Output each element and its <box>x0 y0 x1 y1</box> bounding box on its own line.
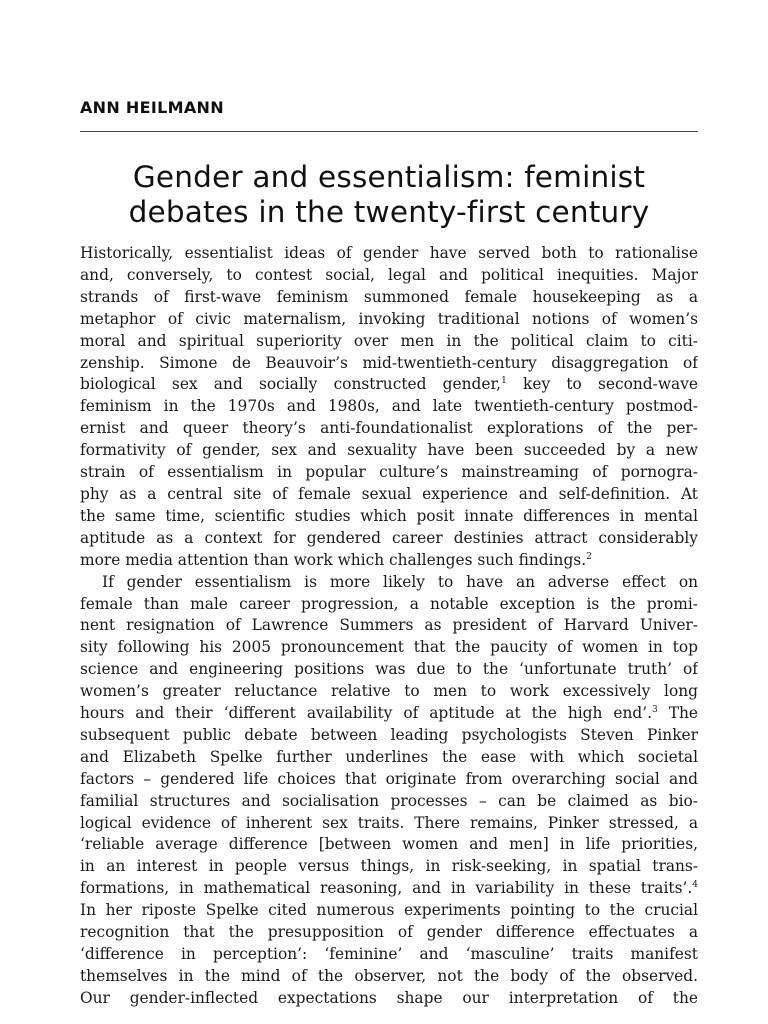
text-line: the same time, scientific studies which posit innate differences in mental <box>80 506 698 525</box>
text-line: strain of essentialism in popular culture’s mainstreaming of pornogra- <box>80 463 698 482</box>
text-line: hours and their ‘different availability of aptitude at the high end’.$^3$ The <box>80 704 698 723</box>
text-line: science and engineering positions was due to the ‘unfortunate truth’ of <box>80 660 698 679</box>
paragraph <box>80 243 698 572</box>
text-line: subsequent public debate between leading psychologists Steven Pinker <box>80 725 698 744</box>
text-line: strands of first-wave feminism summoned female housekeeping as a <box>80 287 698 306</box>
text-line: ‘reliable average difference [between women and men] in life priorities, <box>80 835 698 854</box>
text-line: aptitude as a context for gendered career destinies attract considerably <box>80 528 698 547</box>
text-line: themselves in the mind of the observer, not the body of the observed. <box>80 966 698 985</box>
text-line: ‘difference in perception’: ‘feminine’ and ‘masculine’ traits manifest <box>80 945 698 963</box>
text-line: nent resignation of Lawrence Summers as president of Harvard Univer- <box>80 616 698 635</box>
text-line: biological sex and socially constructed gender,$^1$ key to second-wave <box>80 375 698 394</box>
text-line: and Elizabeth Spelke further underlines the ease with which societal <box>80 747 698 766</box>
text-line: formativity of gender, sex and sexuality have been succeeded by a new <box>80 441 698 460</box>
text-line: Historically, essentialist ideas of gender have served both to rationalise <box>80 244 698 262</box>
text-line: ernist and queer theory’s anti-foundationalist explorations of the per- <box>80 419 698 438</box>
footnote-marker[interactable]: 4 <box>692 880 698 891</box>
text-line: feminism in the 1970s and 1980s, and late twentieth-century postmod- <box>80 397 698 416</box>
text-line: formations, in mathematical reasoning, and in variability in these traits’.$^4$ <box>80 879 698 898</box>
text-line: recognition that the presupposition of gender difference effectuates a <box>80 923 698 942</box>
text-line: factors – gendered life choices that originate from overarching social and <box>80 769 698 788</box>
text-line: in an interest in people versus things, in risk-seeking, in spatial trans- <box>80 857 698 876</box>
author-name: ANN HEILMANN <box>80 98 224 117</box>
text-line: moral and spiritual superiority over men in the political claim to citi- <box>80 331 698 350</box>
title-line: Gender and essentialism: feminist <box>132 160 646 194</box>
text-line: sity following his 2005 pronouncement that the paucity of women in top <box>80 638 698 657</box>
text-line: phy as a central site of female sexual experience and self-definition. At <box>80 484 698 503</box>
footnote-marker[interactable]: 1 <box>501 376 507 387</box>
text-line: and, conversely, to contest social, legal and political inequities. Major <box>80 265 698 284</box>
text-line: women’s greater reluctance relative to men to work excessively long <box>80 682 698 701</box>
text-line: more media attention than work which challenges such findings.$^2$ <box>80 550 592 569</box>
text-line: female than male career progression, a notable exception is the promi- <box>80 594 698 613</box>
text-line: logical evidence of inherent sex traits. There remains, Pinker stressed, a <box>80 813 698 832</box>
footnote-marker[interactable]: 2 <box>586 551 592 562</box>
text-line: zenship. Simone de Beauvoir’s mid-twentieth-century disaggregation of <box>80 353 698 372</box>
paragraph <box>80 572 698 1010</box>
article-body <box>80 243 698 1010</box>
text-line: familial structures and socialisation processes – can be claimed as bio- <box>80 791 698 810</box>
text-line: Our gender-inflected expectations shape our interpretation of the <box>80 988 698 1007</box>
title-line: debates in the twenty-first century <box>128 195 650 229</box>
text-line: If gender essentialism is more likely to have an adverse effect on <box>102 572 698 591</box>
footnote-marker[interactable]: 3 <box>652 705 658 716</box>
text-line: In her riposte Spelke cited numerous experiments pointing to the crucial <box>80 901 698 920</box>
header-rule <box>80 131 698 132</box>
article-title <box>80 160 698 230</box>
text-line: metaphor of civic maternalism, invoking traditional notions of women’s <box>80 309 698 328</box>
